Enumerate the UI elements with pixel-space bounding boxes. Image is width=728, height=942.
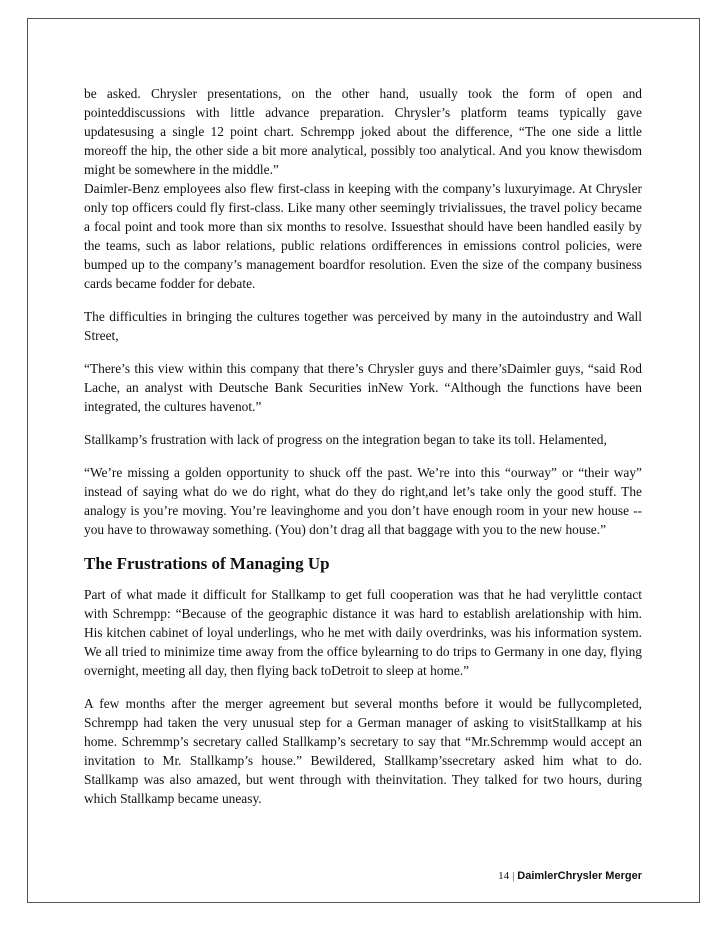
paragraph-cooperation: Part of what made it difficult for Stallkamp to get full cooperation was that he had verylittle contact with Schrempp: “Because of the geographic distance it was hard to establish arelationship with him. His kitchen cabinet of loyal underlings, who he met with daily overdrinks, was his information system. We all tried to minimize time away from the office bylearning to do trips to Germany in one day, flying overnight, meeting all day, then flying back toDetroit to sleep at home.”: [84, 587, 642, 678]
paragraph-home-visit: A few months after the merger agreement but several months before it would be fullycompleted, Schrempp had taken the very unusual step for a German manager of asking to visitStallkamp at his home. Schremmp’s secretary called Stallkamp’s secretary to say that “Mr.Schremmp would accept an invitation to Mr. Stallkamp’s house.” Bewildered, Stallkamp’ssecretary asked him what to do. Stallkamp was also amazed, but went through with theinvitation. They talked for two hours, during which Stallkamp became uneasy.: [84, 696, 642, 806]
paragraph-first-class: Daimler-Benz employees also flew first-class in keeping with the company’s luxuryimage. At Chrysler only top officers could fly first-class. Like many other seemingly trivialissues, the travel policy became a focal point and took more than six months to resolve. Issuesthat should have been handled easily by the teams, such as labor relations, public relations ordifferences in emissions control policies, were bumped up to the company’s management boardfor resolution. Even the size of the company business cards became fodder for debate.: [84, 181, 642, 291]
page-number: 14: [498, 870, 510, 882]
document-body: [84, 84, 642, 808]
footer-separator: |: [512, 870, 515, 882]
paragraph-difficulties: The difficulties in bringing the cultures together was perceived by many in the autoindustry and Wall Street,: [84, 309, 642, 343]
page-footer: [84, 869, 642, 883]
quote-rod-lache: “There’s this view within this company that there’s Chrysler guys and there’sDaimler guys, “said Rod Lache, an analyst with Deutsche Bank Securities inNew York. “Although the functions have been integrated, the cultures havenot.”: [84, 361, 642, 414]
paragraph-presentations: be asked. Chrysler presentations, on the other hand, usually took the form of open and pointeddiscussions with little advance preparation. Chrysler’s platform teams typically gave updatesusing a single 12 point chart. Schrempp joked about the difference, “The one side a little moreoff the hip, the other side a bit more analytical, possibly too analytical. And you know thewisdom might be somewhere in the middle.”: [84, 86, 642, 177]
footer-title: DaimlerChrysler Merger: [517, 870, 642, 882]
section-heading: The Frustrations of Managing Up: [84, 554, 330, 573]
paragraph-stallkamp-frustration: Stallkamp’s frustration with lack of progress on the integration began to take its toll. Helamented,: [84, 432, 607, 447]
quote-golden-opportunity: “We’re missing a golden opportunity to shuck off the past. We’re into this “ourway” or “their way” instead of saying what do we do right, what do they do right,and let’s take only the good stuff. The analogy is you’re moving. You’re leavinghome and you don’t have enough room in your new house --you have to throwaway something. (You) don’t drag all that baggage with you to the new house.”: [84, 465, 642, 537]
